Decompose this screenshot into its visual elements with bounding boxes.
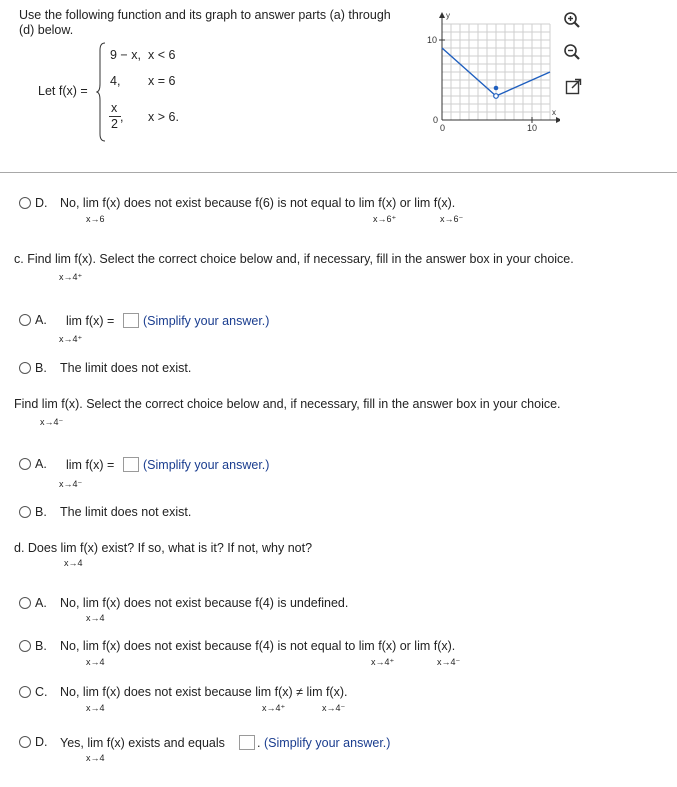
part-c2-prompt: Find lim f(x). Select the correct choice below and, if necessary, fill in the answer box in your choice. (14, 397, 561, 411)
c2-option-a-answer-box[interactable] (123, 457, 139, 472)
section-divider (0, 172, 677, 173)
y-tick-label-bottom: 0 (433, 115, 439, 125)
d-option-a-letter: A. (35, 596, 47, 610)
function-graph[interactable] (420, 6, 560, 146)
d-option-c-sub3: x→4⁻ (322, 703, 346, 713)
c-option-a-hint: (Simplify your answer.) (143, 314, 270, 328)
piece2-expr: 4, (110, 74, 121, 88)
popout-icon[interactable] (565, 78, 583, 96)
b-option-d-letter: D. (35, 196, 48, 210)
piece1-cond: x < 6 (148, 48, 176, 62)
radio-c-option-b[interactable] (19, 362, 31, 374)
d-option-c-sub2: x→4⁺ (262, 703, 286, 713)
c-option-b-text: The limit does not exist. (60, 361, 192, 375)
let-label: Let f(x) = (38, 84, 88, 98)
radio-d-option-c[interactable] (19, 686, 31, 698)
b-option-d-sub1: x→6 (86, 214, 105, 224)
piece3-comma: , (120, 110, 124, 124)
piece3-num: x (111, 101, 118, 115)
part-d-prompt-sub: x→4 (64, 558, 83, 568)
c2-option-a-hint: (Simplify your answer.) (143, 458, 270, 472)
d-option-b-letter: B. (35, 639, 47, 653)
zoom-out-icon[interactable] (563, 43, 581, 61)
radio-d-option-b[interactable] (19, 640, 31, 652)
d-option-b-sub2: x→4⁺ (371, 657, 395, 667)
d-option-c-text: No, lim f(x) does not exist because lim f(x) ≠ lim f(x). (60, 685, 348, 699)
c2-option-a-text: lim f(x) = (66, 458, 115, 472)
c-option-a-sub: x→4⁺ (59, 334, 83, 344)
part-c-prompt: c. Find lim f(x). Select the correct choice below and, if necessary, fill in the answer box in your choice. (14, 252, 574, 266)
d-option-c-letter: C. (35, 685, 48, 699)
y-axis-arrow (439, 12, 445, 18)
radio-b-option-d[interactable] (19, 197, 31, 209)
c2-option-a-sub: x→4⁻ (59, 479, 83, 489)
part-c-prompt-sub: x→4⁺ (59, 272, 83, 282)
b-option-d-text: No, lim f(x) does not exist because f(6) is not equal to lim f(x) or lim f(x). (60, 196, 456, 210)
radio-d-option-d[interactable] (19, 736, 31, 748)
piece2-cond: x = 6 (148, 74, 176, 88)
d-option-d-hint: (Simplify your answer.) (264, 736, 391, 750)
d-option-b-text: No, lim f(x) does not exist because f(4) is not equal to lim f(x) or lim f(x). (60, 639, 456, 653)
x-tick-label-right: 10 (527, 123, 538, 133)
instruction-line-1: Use the following function and its graph to answer parts (a) through (19, 8, 391, 22)
open-point (494, 94, 499, 99)
c2-option-b-text: The limit does not exist. (60, 505, 192, 519)
c2-option-a-letter: A. (35, 457, 47, 471)
c-option-a-letter: A. (35, 313, 47, 327)
piece3-den: 2 (111, 117, 118, 131)
d-option-d-letter: D. (35, 735, 48, 749)
radio-c-option-a[interactable] (19, 314, 31, 326)
b-option-d-sub2: x→6⁺ (373, 214, 397, 224)
radio-c2-option-b[interactable] (19, 506, 31, 518)
d-option-a-text: No, lim f(x) does not exist because f(4) is undefined. (60, 596, 349, 610)
zoom-in-icon[interactable] (563, 11, 581, 29)
d-option-a-sub: x→4 (86, 613, 105, 623)
instruction-line-2: (d) below. (19, 23, 74, 37)
radio-c2-option-a[interactable] (19, 458, 31, 470)
x-axis-label: x (552, 108, 556, 117)
closed-point (494, 86, 499, 91)
c-option-a-answer-box[interactable] (123, 313, 139, 328)
part-d-prompt: d. Does lim f(x) exist? If so, what is it? If not, why not? (14, 541, 313, 555)
d-option-b-sub1: x→4 (86, 657, 105, 667)
y-tick-label-top: 10 (427, 35, 438, 45)
d-option-d-answer-box[interactable] (239, 735, 255, 750)
b-option-d-sub3: x→6⁻ (440, 214, 464, 224)
part-c2-prompt-sub: x→4⁻ (40, 417, 64, 427)
y-axis-label: y (446, 11, 450, 20)
piece3-cond: x > 6. (148, 110, 179, 124)
c-option-b-letter: B. (35, 361, 47, 375)
c2-option-b-letter: B. (35, 505, 47, 519)
x-tick-label-left: 0 (440, 123, 446, 133)
piece1-expr: 9 − x, (110, 48, 141, 62)
d-option-d-text: Yes, lim f(x) exists and equals (60, 736, 225, 750)
x-axis-arrow (556, 117, 560, 123)
d-option-c-sub1: x→4 (86, 703, 105, 713)
d-option-d-sub: x→4 (86, 753, 105, 763)
c-option-a-text: lim f(x) = (66, 314, 115, 328)
radio-d-option-a[interactable] (19, 597, 31, 609)
d-option-b-sub3: x→4⁻ (437, 657, 461, 667)
d-option-d-period: . (257, 736, 261, 750)
piecewise-brace (96, 42, 106, 142)
